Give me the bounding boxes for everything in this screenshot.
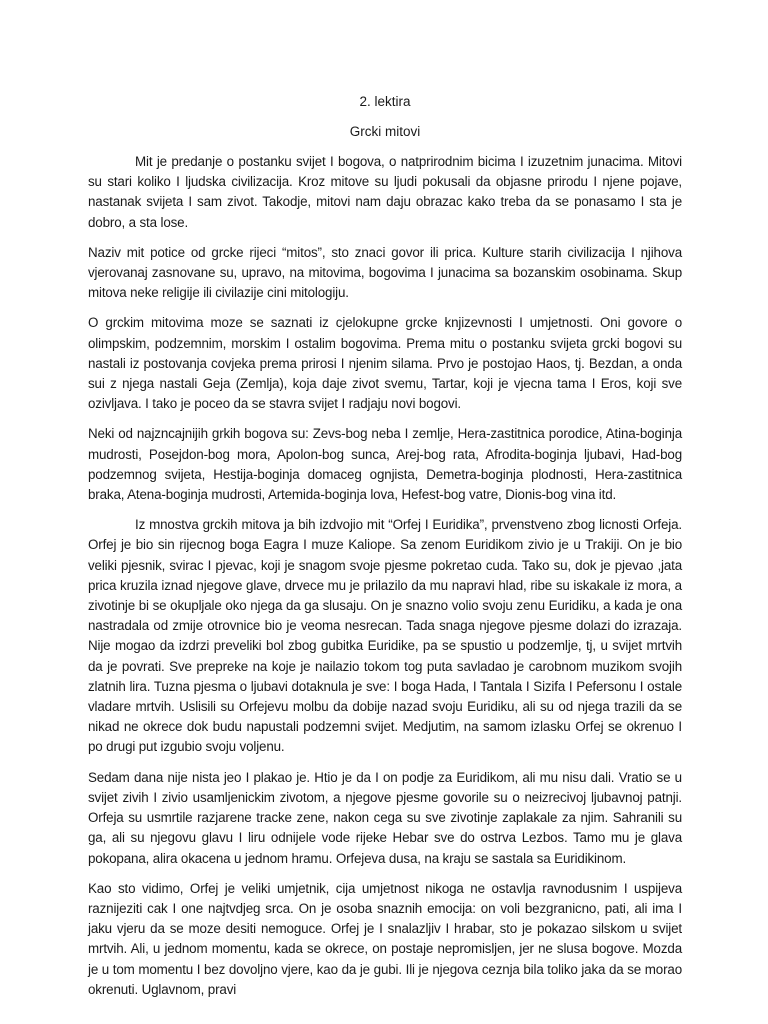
document-subtitle: Grcki mitovi bbox=[349, 124, 421, 139]
paragraph-sedam-dana: Sedam dana nije nista jeo I plakao je. Htio je da I on podje za Euridikom, ali mu nisu dali. Vratio se u svijet zivih I zivio usamljenickim zivotom, a njegove pjesme govorile su o neizrecivoj ljubavnoj patnji. Orfeja su usmrtile razjarene tracke zene, nakon cega su sve zivotinje zaplakale za njim. Sahranili su ga, ali su njegovu glavu I liru odnijele vode rijeke Hebar sve do ostrva Lezbos. Tamo mu je glava pokopana, alira okacena u jednom hramu. Orfejeva dusa, na kraju se sastala sa Euridikinom. bbox=[88, 769, 682, 866]
document-title: 2. lektira bbox=[359, 94, 411, 109]
paragraph-naziv: Naziv mit potice od grcke rijeci “mitos”, sto znaci govor ili prica. Kulture starih civilizacija I njihova vjerovanaj zasnovane su, upravo, na mitovima, bogovima I junacima sa bozanskim osobinama. Skup mitova neke religije ili civilazije cini mitologiju. bbox=[88, 244, 682, 301]
paragraph-intro: Mit je predanje o postanku svijet I bogova, o natprirodnim bicima I izuzetnim junacima. Mitovi su stari koliko I ljudska civilizacija. Kroz mitove su ljudi pokusali da objasne prirodu I njene pojave, nastanak svijeta I sam zivot. Takodje, mitovi nam daju obrazac kako treba da se ponasamo I sta je dobro, a sta lose. bbox=[88, 154, 682, 230]
document-body bbox=[88, 92, 682, 1000]
paragraph-grcki-mitovi: O grckim mitovima moze se saznati iz cjelokupne grcke knjizevnosti I umjetnosti. Oni govore o olimpskim, podzemnim, morskim I ostalim bogovima. Prema mitu o postanku svijeta grcki bogovi su nastali iz postovanja covjeka prema prirosi I njenim silama. Prvo je postojao Haos, tj. Bezdan, a onda sui z njega nastali Geja (Zemlja), koja daje zivot svemu, Tartar, koji je vjecna tama I Eros, koji sve ozivljava. I tako je poceo da se stavra svijet I radjaju novi bogovi. bbox=[88, 315, 682, 412]
paragraph-zakljucak: Kao sto vidimo, Orfej je veliki umjetnik, cija umjetnost nikoga ne ostavlja ravnodusnim I uspijeva raznijeziti cak I one najtvdjeg srca. On je osoba snaznih emocija: on voli bezgranicno, pati, ali ima I jaku vjeru da se moze desiti nemoguce. Orfej je I snalazljiv I hrabar, sto je pokazao silskom u svijet mrtvih. Ali, u jednom momentu, kada se okrece, on postaje nepromisljen, jer ne slusa bogove. Mozda je u tom momentu I bez dovoljno vjere, kao da je gubi. Ili je njegova ceznja bila toliko jaka da se morao okrenuti. Uglavnom, pravi bbox=[88, 880, 682, 997]
paragraph-bogovi: Neki od najzncajnijih grkih bogova su: Zevs-bog neba I zemlje, Hera-zastitnica porodice, Atina-boginja mudrosti, Posejdon-bog mora, Apolon-bog sunca, Arej-bog rata, Afrodita-boginja ljubavi, Had-bog podzemnog svijeta, Hestija-boginja domaceg ognjista, Demetra-boginja plodnosti, Hera-zastitnica braka, Atena-boginja mudrosti, Artemida-boginja lova, Hefest-bog vatre, Dionis-bog vina itd. bbox=[88, 426, 682, 503]
paragraph-orfej: Iz mnostva grckih mitova ja bih izdvojio mit “Orfej I Euridika”, prvenstveno zbog licnosti Orfeja. Orfej je bio sin rijecnog boga Eagra I muze Kaliope. Sa zenom Euridikom zivio je u Trakiji. On je bio veliki pjesnik, svirac I pjevac, koji je snagom svoje pjesme pokretao cuda. Tako su, dok je pjevao ,jata prica kruzila iznad njegove glave, drvece mu je prilazilo da mu napravi hlad, ribe su iskakale iz mora, a zivotinje bi se okupljale oko njega da ga slusaju. On je snazno volio svoju zenu Euridiku, a kada je ona nastradala od zmije otrovnice bio je veoma nesrecan. Tada snaga njegove pjesme dolazi do izrazaja. Nije mogao da izdrzi preveliki bol zbog gubitka Euridike, pa se spustio u podzemlje, tj, u svijet mrtvih da je povrati. Sve prepreke na koje je nailazio tokom tog puta savladao je carobnom muzikom svojih zlatnih lira. Tuzna pjesma o ljubavi dotaknula je sve: I boga Hada, I Tantala I Sizifa I Pefersonu I ostale vladare mrtvih. Uslisili su Orfejevu molbu da dobije nazad svoju Euridiku, ali su od njega trazili da se nikad ne okrece dok budu napustali podzemni svijet. Medjutim, na samom izlasku Orfej se okrenuo I po drugi put izgubio svoju voljenu. bbox=[88, 517, 682, 755]
